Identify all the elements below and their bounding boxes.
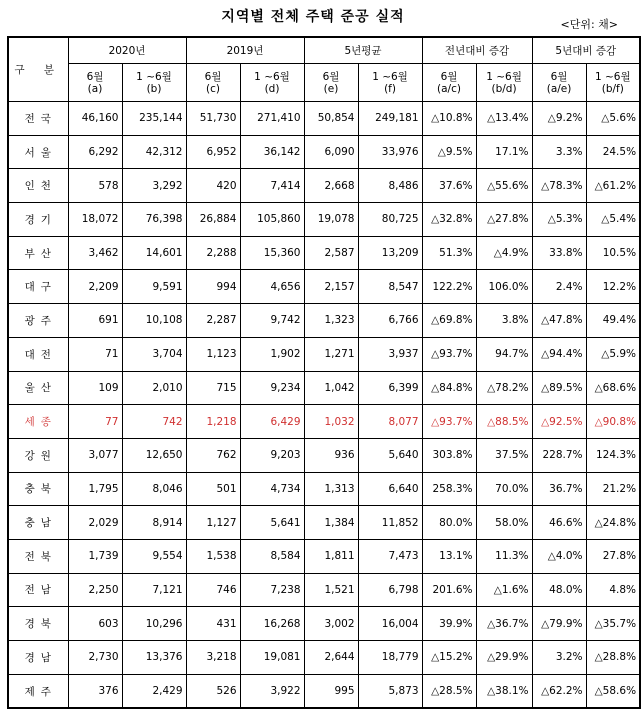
value-cell: 70.0% (476, 472, 532, 506)
value-cell: 6,952 (186, 135, 240, 169)
value-cell: 105,860 (240, 203, 304, 237)
value-cell: △35.7% (586, 607, 640, 641)
value-cell: 578 (68, 169, 122, 203)
value-cell: 3.8% (476, 304, 532, 338)
value-cell: 4.8% (586, 573, 640, 607)
value-cell: 249,181 (358, 102, 422, 136)
subheader-period: 1 ~6월 (372, 70, 408, 83)
value-cell: 431 (186, 607, 240, 641)
header-group-2019: 2019년 (186, 37, 304, 64)
value-cell: △1.6% (476, 573, 532, 607)
value-cell: △5.4% (586, 203, 640, 237)
subheader-cell (304, 64, 358, 102)
region-cell: 대구 (8, 270, 68, 304)
value-cell: 303.8% (422, 438, 476, 472)
value-cell: 11,852 (358, 506, 422, 540)
value-cell: △13.4% (476, 102, 532, 136)
value-cell: △28.8% (586, 641, 640, 675)
subheader-code: (c) (206, 82, 220, 95)
table-row (8, 573, 640, 607)
subheader-cell (358, 64, 422, 102)
value-cell: △89.5% (532, 371, 586, 405)
value-cell: 5,640 (358, 438, 422, 472)
table-row (8, 472, 640, 506)
value-cell: 715 (186, 371, 240, 405)
value-cell: 33,976 (358, 135, 422, 169)
value-cell: 18,779 (358, 641, 422, 675)
value-cell: 11.3% (476, 539, 532, 573)
value-cell: 1,795 (68, 472, 122, 506)
value-cell: 526 (186, 674, 240, 708)
value-cell: 51.3% (422, 236, 476, 270)
table-row (8, 203, 640, 237)
value-cell: 77 (68, 405, 122, 439)
value-cell: 420 (186, 169, 240, 203)
value-cell: △47.8% (532, 304, 586, 338)
table-row (8, 169, 640, 203)
subheader-code: (e) (323, 82, 339, 95)
value-cell: 58.0% (476, 506, 532, 540)
region-cell: 부산 (8, 236, 68, 270)
value-cell: 49.4% (586, 304, 640, 338)
value-cell: 51,730 (186, 102, 240, 136)
value-cell: 14,601 (122, 236, 186, 270)
value-cell: △61.2% (586, 169, 640, 203)
table-row (8, 438, 640, 472)
value-cell: 24.5% (586, 135, 640, 169)
value-cell: 228.7% (532, 438, 586, 472)
region-cell: 서울 (8, 135, 68, 169)
subheader-period: 1 ~6월 (254, 70, 290, 83)
value-cell: 2.4% (532, 270, 586, 304)
value-cell: 376 (68, 674, 122, 708)
value-cell: 46.6% (532, 506, 586, 540)
subheader-period: 6월 (86, 70, 104, 83)
value-cell: 36,142 (240, 135, 304, 169)
value-cell: 2,288 (186, 236, 240, 270)
value-cell: 3,922 (240, 674, 304, 708)
value-cell: 501 (186, 472, 240, 506)
value-cell: 1,902 (240, 337, 304, 371)
subheader-code: (b/d) (491, 82, 517, 95)
value-cell: △28.5% (422, 674, 476, 708)
value-cell: 995 (304, 674, 358, 708)
header-group-5yr-change: 5년대비 증감 (532, 37, 640, 64)
subheader-cell (586, 64, 640, 102)
region-cell: 광주 (8, 304, 68, 338)
value-cell: 2,644 (304, 641, 358, 675)
value-cell: 8,077 (358, 405, 422, 439)
value-cell: 3,077 (68, 438, 122, 472)
value-cell: △93.7% (422, 405, 476, 439)
value-cell: 10,296 (122, 607, 186, 641)
table-row (8, 674, 640, 708)
value-cell: 15,360 (240, 236, 304, 270)
value-cell: 1,739 (68, 539, 122, 573)
value-cell: 3,292 (122, 169, 186, 203)
value-cell: 109 (68, 371, 122, 405)
value-cell: △78.2% (476, 371, 532, 405)
value-cell: 4,734 (240, 472, 304, 506)
value-cell: 746 (186, 573, 240, 607)
value-cell: △88.5% (476, 405, 532, 439)
value-cell: 2,010 (122, 371, 186, 405)
subheader-cell (68, 64, 122, 102)
value-cell: △4.0% (532, 539, 586, 573)
housing-completion-table (7, 36, 641, 709)
value-cell: △78.3% (532, 169, 586, 203)
table-header (8, 37, 640, 102)
value-cell: 762 (186, 438, 240, 472)
table-row (8, 607, 640, 641)
value-cell: 1,218 (186, 405, 240, 439)
value-cell: 1,123 (186, 337, 240, 371)
value-cell: 10,108 (122, 304, 186, 338)
value-cell: △32.8% (422, 203, 476, 237)
subheader-period: 6월 (550, 70, 568, 83)
value-cell: 13,209 (358, 236, 422, 270)
value-cell: △94.4% (532, 337, 586, 371)
value-cell: 48.0% (532, 573, 586, 607)
value-cell: 8,547 (358, 270, 422, 304)
value-cell: △5.3% (532, 203, 586, 237)
value-cell: 3.2% (532, 641, 586, 675)
value-cell: 9,234 (240, 371, 304, 405)
value-cell: 9,591 (122, 270, 186, 304)
header-group-yoy-change: 전년대비 증감 (422, 37, 532, 64)
value-cell: 3.3% (532, 135, 586, 169)
value-cell: 603 (68, 607, 122, 641)
value-cell: 12,650 (122, 438, 186, 472)
value-cell: △27.8% (476, 203, 532, 237)
region-cell: 대전 (8, 337, 68, 371)
value-cell: 122.2% (422, 270, 476, 304)
table-row (8, 539, 640, 573)
value-cell: 235,144 (122, 102, 186, 136)
value-cell: 106.0% (476, 270, 532, 304)
region-cell: 강원 (8, 438, 68, 472)
value-cell: △58.6% (586, 674, 640, 708)
value-cell: 50,854 (304, 102, 358, 136)
value-cell: 94.7% (476, 337, 532, 371)
value-cell: 1,521 (304, 573, 358, 607)
value-cell: 3,704 (122, 337, 186, 371)
value-cell: △36.7% (476, 607, 532, 641)
region-cell: 인천 (8, 169, 68, 203)
value-cell: 2,287 (186, 304, 240, 338)
table-row (8, 371, 640, 405)
subheader-code: (a) (87, 82, 103, 95)
value-cell: 2,250 (68, 573, 122, 607)
value-cell: 936 (304, 438, 358, 472)
value-cell: 76,398 (122, 203, 186, 237)
value-cell: 271,410 (240, 102, 304, 136)
subheader-cell (186, 64, 240, 102)
value-cell: 7,414 (240, 169, 304, 203)
value-cell: 4,656 (240, 270, 304, 304)
value-cell: 2,730 (68, 641, 122, 675)
subheader-code: (b/f) (601, 82, 624, 95)
value-cell: 37.6% (422, 169, 476, 203)
table-row (8, 236, 640, 270)
region-cell: 경남 (8, 641, 68, 675)
value-cell: △5.6% (586, 102, 640, 136)
value-cell: 6,640 (358, 472, 422, 506)
value-cell: 6,798 (358, 573, 422, 607)
value-cell: △92.5% (532, 405, 586, 439)
value-cell: △62.2% (532, 674, 586, 708)
value-cell: 1,042 (304, 371, 358, 405)
value-cell: 6,292 (68, 135, 122, 169)
subheader-cell (122, 64, 186, 102)
value-cell: 9,554 (122, 539, 186, 573)
region-cell: 전남 (8, 573, 68, 607)
subheader-period: 1 ~6월 (136, 70, 172, 83)
value-cell: 6,090 (304, 135, 358, 169)
value-cell: 124.3% (586, 438, 640, 472)
value-cell: 6,429 (240, 405, 304, 439)
region-cell: 울산 (8, 371, 68, 405)
value-cell: △69.8% (422, 304, 476, 338)
value-cell: △79.9% (532, 607, 586, 641)
value-cell: 36.7% (532, 472, 586, 506)
value-cell: △4.9% (476, 236, 532, 270)
region-cell: 경북 (8, 607, 68, 641)
value-cell: 3,937 (358, 337, 422, 371)
region-cell: 제주 (8, 674, 68, 708)
value-cell: 42,312 (122, 135, 186, 169)
subheader-period: 6월 (322, 70, 340, 83)
value-cell: 46,160 (68, 102, 122, 136)
value-cell: 7,238 (240, 573, 304, 607)
value-cell: 201.6% (422, 573, 476, 607)
value-cell: 7,473 (358, 539, 422, 573)
value-cell: 13,376 (122, 641, 186, 675)
table-row (8, 506, 640, 540)
value-cell: 1,032 (304, 405, 358, 439)
subheader-code: (d) (264, 82, 280, 95)
subheader-cell (422, 64, 476, 102)
table-row (8, 304, 640, 338)
value-cell: 8,914 (122, 506, 186, 540)
value-cell: 33.8% (532, 236, 586, 270)
value-cell: 2,587 (304, 236, 358, 270)
value-cell: △9.5% (422, 135, 476, 169)
region-cell: 충남 (8, 506, 68, 540)
subheader-code: (f) (384, 82, 396, 95)
value-cell: △24.8% (586, 506, 640, 540)
subheader-cell (240, 64, 304, 102)
unit-label: <단위: 채> (560, 18, 618, 31)
value-cell: 17.1% (476, 135, 532, 169)
value-cell: △93.7% (422, 337, 476, 371)
value-cell: 12.2% (586, 270, 640, 304)
subheader-code: (a/c) (437, 82, 461, 95)
value-cell: 6,399 (358, 371, 422, 405)
region-cell: 전국 (8, 102, 68, 136)
table-row (8, 641, 640, 675)
value-cell: 1,323 (304, 304, 358, 338)
value-cell: 2,668 (304, 169, 358, 203)
table-row (8, 135, 640, 169)
value-cell: △38.1% (476, 674, 532, 708)
value-cell: 16,004 (358, 607, 422, 641)
value-cell: 742 (122, 405, 186, 439)
subheader-period: 6월 (440, 70, 458, 83)
value-cell: 39.9% (422, 607, 476, 641)
value-cell: 258.3% (422, 472, 476, 506)
value-cell: △84.8% (422, 371, 476, 405)
value-cell: 19,081 (240, 641, 304, 675)
value-cell: 2,209 (68, 270, 122, 304)
value-cell: △15.2% (422, 641, 476, 675)
subheader-cell (476, 64, 532, 102)
value-cell: 1,313 (304, 472, 358, 506)
value-cell: 1,811 (304, 539, 358, 573)
subheader-code: (b) (146, 82, 162, 95)
value-cell: 8,486 (358, 169, 422, 203)
table-body (8, 102, 640, 709)
value-cell: 3,462 (68, 236, 122, 270)
value-cell: 7,121 (122, 573, 186, 607)
subheader-period: 1 ~6월 (486, 70, 522, 83)
region-cell: 전북 (8, 539, 68, 573)
region-cell: 경기 (8, 203, 68, 237)
header-group-5yr-avg: 5년평균 (304, 37, 422, 64)
value-cell: 18,072 (68, 203, 122, 237)
value-cell: △55.6% (476, 169, 532, 203)
value-cell: △9.2% (532, 102, 586, 136)
table-title: 지역별 전체 주택 준공 실적 (221, 9, 405, 25)
value-cell: 3,218 (186, 641, 240, 675)
value-cell: 2,029 (68, 506, 122, 540)
value-cell: △29.9% (476, 641, 532, 675)
value-cell: 5,641 (240, 506, 304, 540)
value-cell: 37.5% (476, 438, 532, 472)
value-cell: △68.6% (586, 371, 640, 405)
value-cell: 1,384 (304, 506, 358, 540)
value-cell: 21.2% (586, 472, 640, 506)
header-group-2020: 2020년 (68, 37, 186, 64)
table-row (8, 405, 640, 439)
value-cell: 19,078 (304, 203, 358, 237)
subheader-code: (a/e) (546, 82, 572, 95)
subheader-period: 6월 (204, 70, 222, 83)
value-cell: △5.9% (586, 337, 640, 371)
value-cell: △90.8% (586, 405, 640, 439)
header-gubun: 구 분 (8, 37, 68, 102)
value-cell: 16,268 (240, 607, 304, 641)
subheader-cell (532, 64, 586, 102)
value-cell: △10.8% (422, 102, 476, 136)
region-cell: 세종 (8, 405, 68, 439)
value-cell: 1,538 (186, 539, 240, 573)
table-row (8, 270, 640, 304)
value-cell: 80.0% (422, 506, 476, 540)
value-cell: 1,271 (304, 337, 358, 371)
value-cell: 6,766 (358, 304, 422, 338)
value-cell: 5,873 (358, 674, 422, 708)
value-cell: 3,002 (304, 607, 358, 641)
value-cell: 80,725 (358, 203, 422, 237)
value-cell: 13.1% (422, 539, 476, 573)
value-cell: 691 (68, 304, 122, 338)
value-cell: 2,429 (122, 674, 186, 708)
value-cell: 9,203 (240, 438, 304, 472)
value-cell: 8,046 (122, 472, 186, 506)
value-cell: 8,584 (240, 539, 304, 573)
table-row (8, 102, 640, 136)
value-cell: 10.5% (586, 236, 640, 270)
region-cell: 충북 (8, 472, 68, 506)
value-cell: 2,157 (304, 270, 358, 304)
value-cell: 1,127 (186, 506, 240, 540)
value-cell: 27.8% (586, 539, 640, 573)
subheader-period: 1 ~6월 (594, 70, 631, 83)
table-row (8, 337, 640, 371)
value-cell: 26,884 (186, 203, 240, 237)
value-cell: 9,742 (240, 304, 304, 338)
value-cell: 71 (68, 337, 122, 371)
value-cell: 994 (186, 270, 240, 304)
